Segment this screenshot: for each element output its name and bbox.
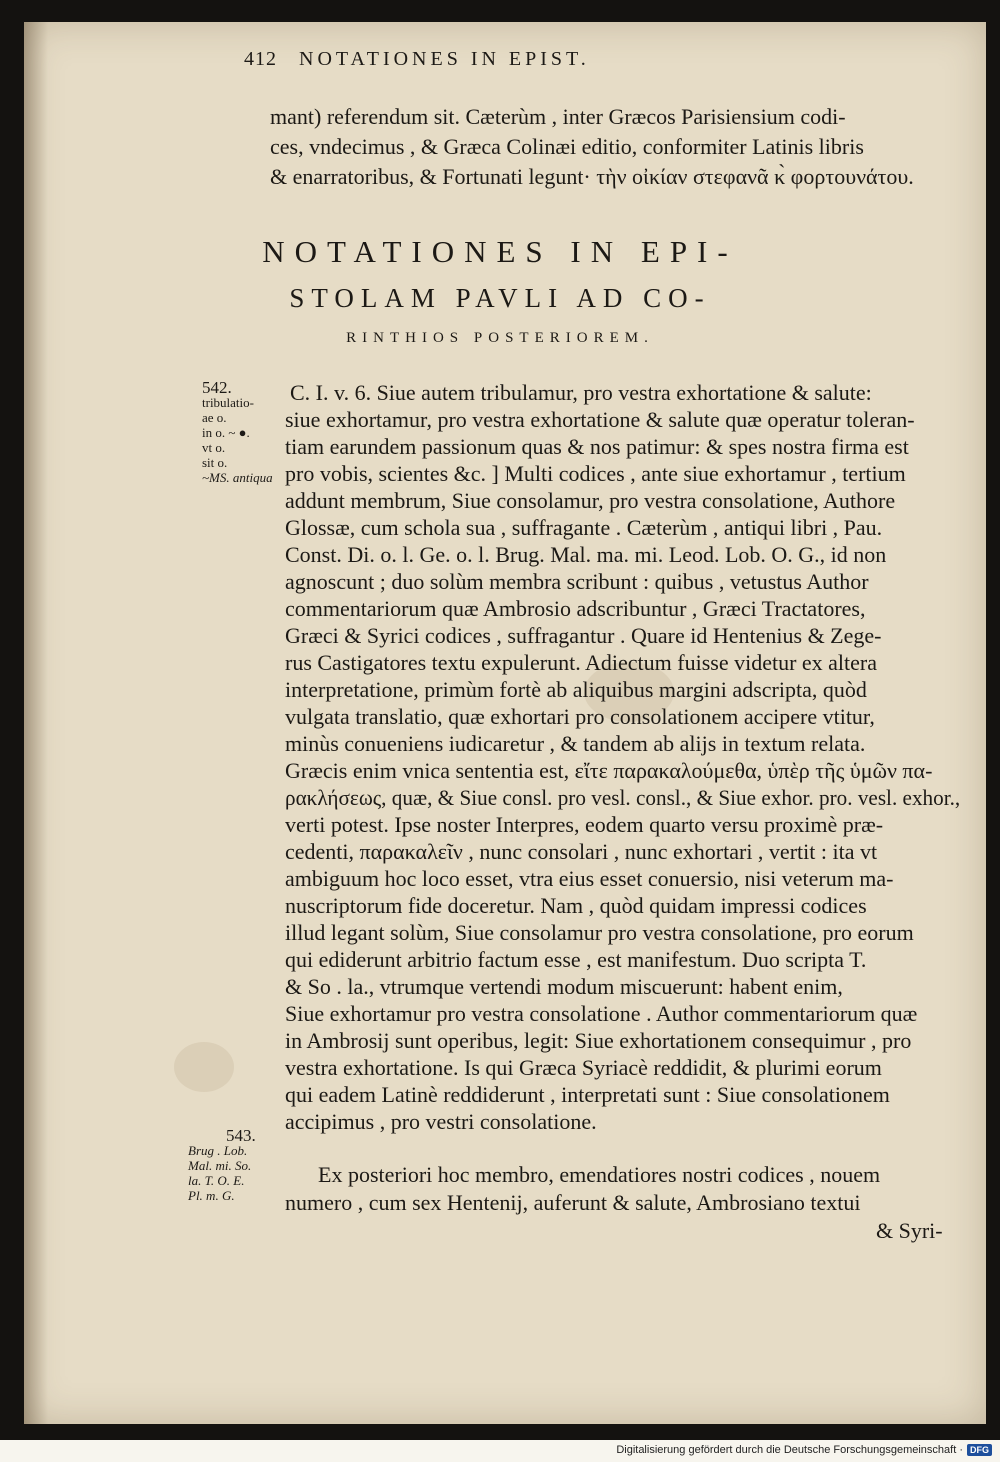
catchword: & Syri- (876, 1218, 943, 1243)
text-line: rus Castigatores textu expulerunt. Adiectum fuisse videtur ex altera (285, 650, 878, 675)
text-line: C. I. v. 6. Siue autem tribulamur, pro vestra exhortatione & salute: (290, 380, 872, 405)
text-line: agnoscunt ; duo solùm membra scribunt : quibus , vetustus Author (285, 569, 869, 594)
text-line: qui eadem Latinè reddiderunt , interpretati sunt : Siue consolationem (285, 1082, 890, 1107)
page-spine-shadow (24, 22, 48, 1424)
text-line: qui ediderunt arbitrio factum esse , est manifestum. Duo scripta T. (285, 947, 867, 972)
running-head (244, 48, 844, 71)
text-line: commentariorum quæ Ambrosio adscribuntur , Græci Tractatores, (285, 596, 866, 621)
margin-note-line: ~MS. antiqua (202, 470, 273, 485)
text-line: tiam earundem passionum quas & nos patimur: & spes nostra firma est (285, 434, 909, 459)
margin-note-line: la. T. O. E. (188, 1173, 245, 1188)
text-line: accipimus , pro vestri consolatione. (285, 1109, 597, 1134)
text-line: in Ambrosij sunt operibus, legit: Siue exhortationem consequimur , pro (285, 1028, 912, 1053)
margin-note-542 (202, 380, 273, 485)
text-line: vulgata translatio, quæ exhortari pro consolationem accipere vtitur, (285, 704, 875, 729)
dfg-logo-icon: DFG (967, 1444, 992, 1456)
text-line: minùs conueniens iudicaretur , & tandem ab alijs in textum relata. (285, 731, 866, 756)
margin-note-line: tribulatio- (202, 395, 254, 410)
text-line: siue exhortamur, pro vestra exhortatione & salute quæ operatur toleran- (285, 407, 915, 432)
page-number: 412 (244, 48, 277, 70)
text-line: nuscriptorum fide doceretur. Nam , quòd quidam impressi codices (285, 893, 867, 918)
footer-text: Digitalisierung gefördert durch die Deutsche Forschungsgemeinschaft · (616, 1444, 963, 1456)
text-line: interpretatione, primùm fortè ab aliquibus margini adscripta, quòd (285, 677, 867, 702)
text-line: ces, vndecimus , & Græca Colinæi editio, conformiter Latinis libris (270, 134, 864, 159)
margin-note-number: 542. (202, 378, 232, 397)
section-title-line-3: RINTHIOS POSTERIOREM. (346, 330, 654, 346)
text-line: ambiguum hoc loco esset, vtra eius esset conuersio, nisi veterum ma- (285, 866, 894, 891)
text-line: vestra exhortatione. Is qui Græca Syriacè reddidit, & plurimi eorum (285, 1055, 882, 1080)
text-line: & enarratoribus, & Fortunati legunt· τὴν οἰκίαν στεφανᾶ κ̀ φορτουνάτου. (270, 164, 914, 189)
margin-note-line: Mal. mi. So. (188, 1158, 252, 1173)
margin-note-line: in o. ~ ●. (202, 425, 250, 440)
margin-note-line: Pl. m. G. (188, 1188, 235, 1203)
section-title-line-1: NOTATIONES IN EPI- (262, 234, 738, 269)
text-line: verti potest. Ipse noster Interpres, eodem quarto versu proximè præ- (285, 812, 884, 837)
text-line: illud legant solùm, Siue consolamur pro vestra consolatione, pro eorum (285, 920, 914, 945)
margin-note-line: Brug . Lob. (188, 1143, 248, 1158)
text-line: Græcis enim vnica sententia est, εἴτε παρακαλούμεθα, ὑπὲρ τῆς ὑμῶν πα- (285, 758, 933, 783)
margin-note-line: vt o. (202, 440, 226, 455)
running-head-title: NOTATIONES IN EPIST. (299, 48, 590, 70)
text-line: numero , cum sex Hentenij, auferunt & salute, Ambrosiano textui (285, 1190, 861, 1215)
margin-note-line: sit o. (202, 455, 228, 470)
margin-note-line: ae o. (202, 410, 227, 425)
margin-note-543 (188, 1128, 256, 1203)
margin-note-number: 543. (226, 1126, 256, 1145)
text-line: cedenti, παρακαλεῖν , nunc consolari , nunc exhortari , vertit : ita vt (285, 839, 878, 864)
text-line: addunt membrum, Siue consolamur, pro vestra consolatione, Authore (285, 488, 896, 513)
text-line: Ex posteriori hoc membro, emendatiores nostri codices , nouem (318, 1162, 881, 1187)
text-line: Græci & Syrici codices , suffragantur . Quare id Hentenius & Zege- (285, 623, 882, 648)
section-title-line-2: STOLAM PAVLI AD CO- (289, 283, 711, 313)
text-line: Const. Di. o. l. Ge. o. l. Brug. Mal. ma. mi. Leod. Lob. O. G., id non (285, 542, 887, 567)
digitization-footer (616, 1444, 992, 1456)
text-line: Glossæ, cum schola sua , suffragante . Cæterùm , antiqui libri , Pau. (285, 515, 883, 540)
text-line: mant) referendum sit. Cæterùm , inter Græcos Parisiensium codi- (270, 104, 846, 129)
text-line: & So . la., vtrumque vertendi modum miscuerunt: habent enim, (285, 974, 843, 999)
text-line: pro vobis, scientes &c. ] Multi codices , ante siue exhortamur , tertium (285, 461, 906, 486)
text-line: Siue exhortamur pro vestra consolatione . Author commentariorum quæ (285, 1001, 918, 1026)
paper-stain (174, 1042, 234, 1092)
text-line: ρακλήσεως, quæ, & Siue consl. pro vesl. consl., & Siue exhor. pro. vesl. exhor., (285, 785, 961, 810)
